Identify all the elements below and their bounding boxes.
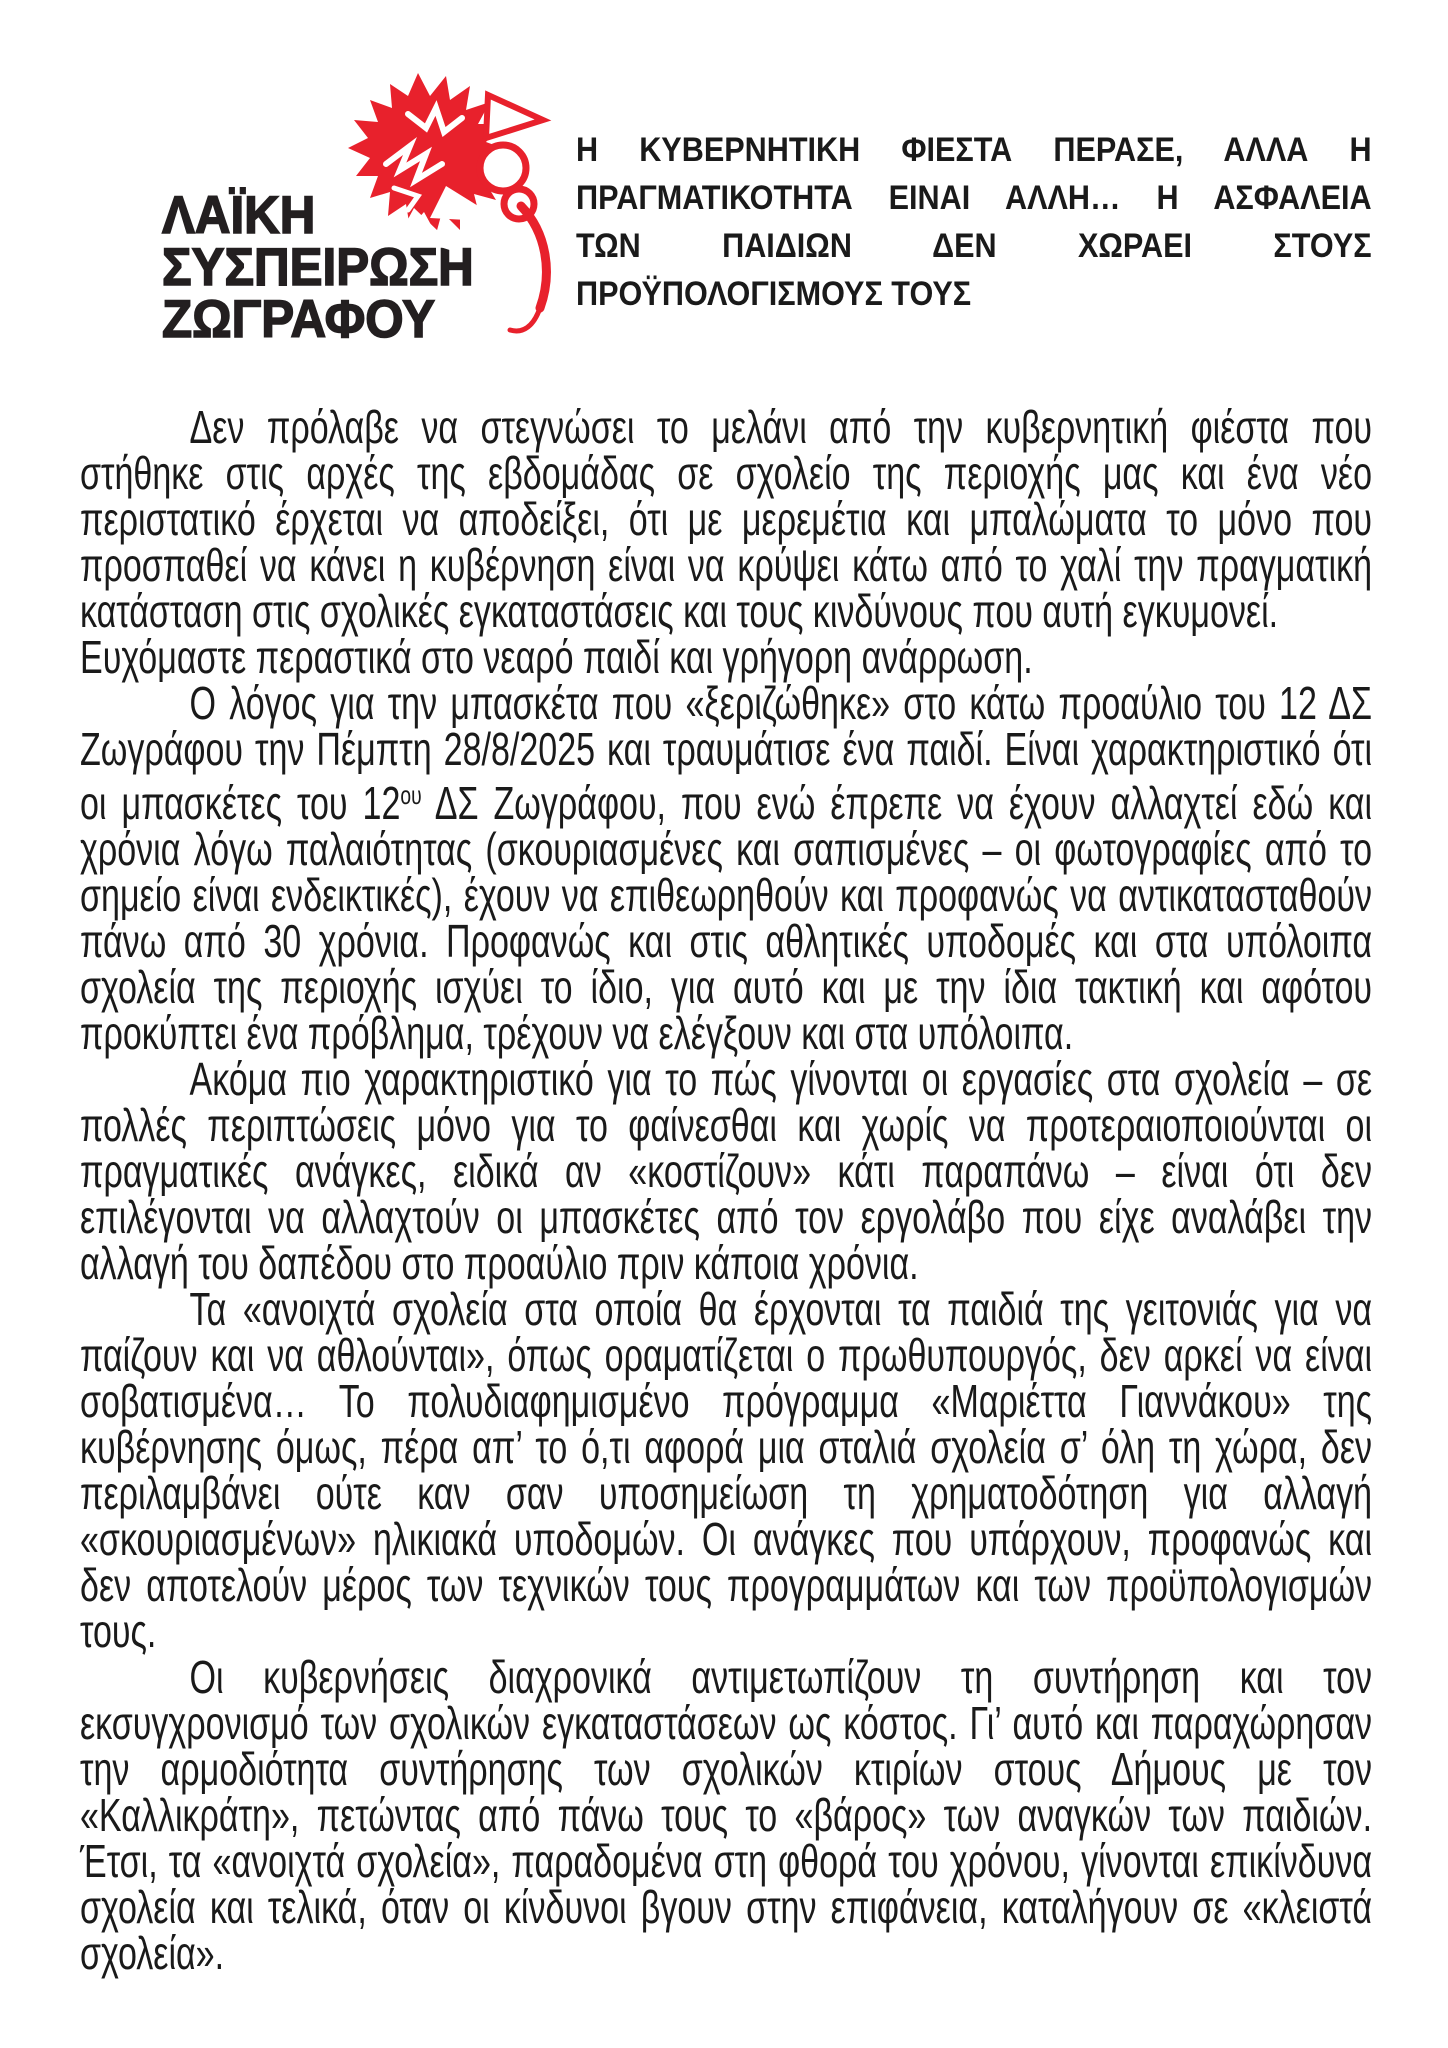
body-paragraph-3 [80,677,1373,1059]
title-line-4: ΠΡΟΫΠΟΛΟΓΙΣΜΟΥΣ ΤΟΥΣ [576,275,972,313]
red-carnation-icon [338,68,562,352]
ordinal-superscript: ου [400,780,422,810]
body-paragraph-2: Ευχόμαστε περαστικά στο νεαρό παιδί και γρήγορη ανάρρωση. [80,631,1033,683]
body-paragraph-1: Δεν πρόλαβε να στεγνώσει το μελάνι από την κυβερνητική φιέστα που στήθηκε στις αρχές της εβδομάδας σε σχολείο της περιοχής μας και ένα νέο περιστατικό έρχεται να αποδείξει, ότι με μερεμέτια και μπαλώματα το μόνο που προσπαθεί να κάνει η κυβέρνηση είναι να κρύψει κάτω από το χαλί την πραγματική κατάσταση στις σχολικές εγκαταστάσεις και τους κινδύνους που αυτή εγκυμονεί. [80,401,1373,637]
title-line-2: ΠΡΑΓΜΑΤΙΚΟΤΗΤΑ ΕΙΝΑΙ ΑΛΛΗ… Η ΑΣΦΑΛΕΙΑ [576,179,1372,217]
announcement-title [576,126,1372,318]
logo-line-syspeirosi: ΣΥΣΠΕΙΡΩΣΗ [162,238,474,297]
body-paragraph-4: Ακόμα πιο χαρακτηριστικό για το πώς γίνονται οι εργασίες στα σχολεία – σε πολλές περιπτώσεις μόνο για το φαίνεσθαι και χωρίς να προτεραιοποιούνται οι πραγματικές ανάγκες, ειδικά αν «κοστίζουν» κάτι παραπάνω – είναι ότι δεν επιλέγονται να αλλαχτούν οι μπασκέτες από τον εργολάβο που είχε αναλάβει την αλλαγή του δαπέδου στο προαύλιο πριν κάποια χρόνια. [80,1053,1373,1289]
body-paragraph-5: Τα «ανοιχτά σχολεία στα οποία θα έρχονται τα παιδιά της γειτονιάς για να παίζουν και να αθλούνται», όπως οραματίζεται ο πρωθυπουργός, δεν αρκεί να είναι σοβατισμένα… Το πολυδιαφημισμένο πρόγραμμα «Μαριέττα Γιαννάκου» της κυβέρνησης όμως, πέρα απ’ το ό,τι αφορά μια σταλιά σχολεία σ’ όλη τη χώρα, δεν περιλαμβάνει ούτε καν σαν υποσημείωση τη χρηματοδότηση για αλλαγή «σκουριασμένων» ηλικιακά υποδομών. Οι ανάγκες που υπάρχουν, προφανώς και δεν αποτελούν μέρος των τεχνικών τους προγραμμάτων και των προϋπολογισμών τους. [80,1283,1373,1657]
title-line-3: ΤΩΝ ΠΑΙΔΙΩΝ ΔΕΝ ΧΩΡΑΕΙ ΣΤΟΥΣ [576,227,1372,265]
paragraph-3-post: ΔΣ Ζωγράφου, που ενώ έπρεπε να έχουν αλλαχτεί εδώ και χρόνια λόγω παλαιότητας (σκουριασμένες και σαπισμένες – οι φωτογραφίες από το σημείο είναι ενδεικτικές), έχουν να επιθεωρηθούν και προφανώς να αντικατασταθούν πάνω από 30 χρόνια. Προφανώς και στις αθλητικές υποδομές και στα υπόλοιπα σχολεία της περιοχής ισχύει το ίδιο, για αυτό και με την ίδια τακτική και αφότου προκύπτει ένα πρόβλημα, τρέχουν να ελέγξουν και στα υπόλοιπα. [80,777,1373,1059]
paragraph-3-pre: Ο λόγος για την μπασκέτα που «ξεριζώθηκε» στο κάτω προαύλιο του 12 ΔΣ Ζωγράφου την Πέμπτη 28/8/2025 και τραυμάτισε ένα παιδί. Είναι χαρακτηριστικό ότι οι μπασκέτες του 12 [80,677,1373,829]
title-line-1: Η ΚΥΒΕΡΝΗΤΙΚΗ ΦΙΕΣΤΑ ΠΕΡΑΣΕ, ΑΛΛΑ Η [576,131,1372,169]
logo-line-laiki: ΛΑΪΚΗ [162,186,316,245]
logo-line-zografou: ΖΩΓΡΑΦΟΥ [162,290,436,349]
body-paragraph-6: Οι κυβερνήσεις διαχρονικά αντιμετωπίζουν τη συντήρηση και τον εκσυγχρονισμό των σχολικών εγκαταστάσεων ως κόστος. Γι’ αυτό και παραχώρησαν την αρμοδιότητα συντήρησης των σχολικών κτιρίων στους Δήμους με τον «Καλλικράτη», πετώντας από πάνω τους το «βάρος» των αναγκών των παιδιών. Έτσι, τα «ανοιχτά σχολεία», παραδομένα στη φθορά του χρόνου, γίνονται επικίνδυνα σχολεία και τελικά, όταν οι κίνδυνοι βγουν στην επιφάνεια, καταλήγουν σε «κλειστά σχολεία». [80,1651,1373,1979]
announcement-body [80,401,1373,1979]
